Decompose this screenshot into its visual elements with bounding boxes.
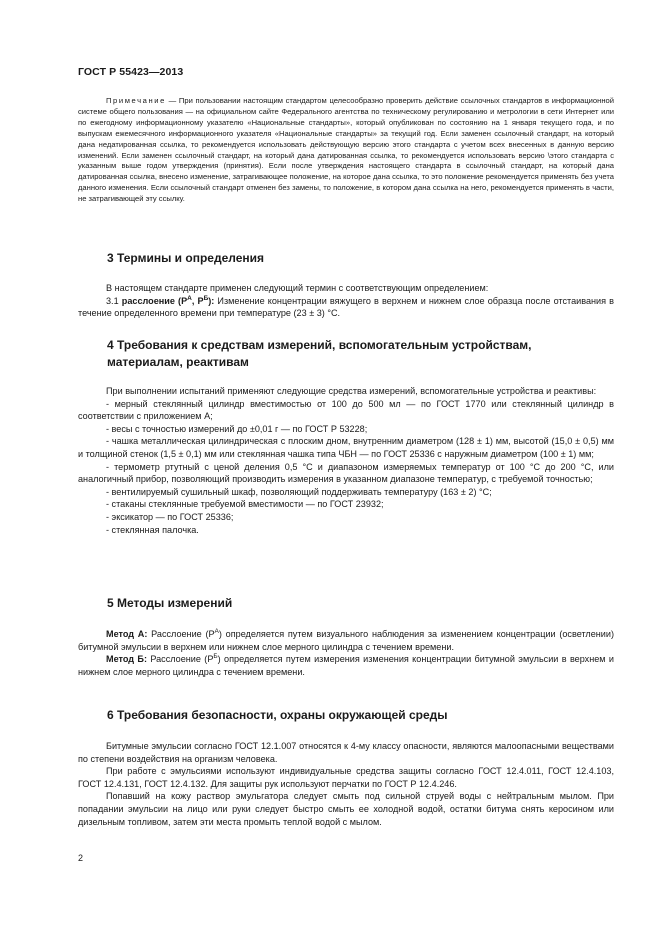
term-sup-b: Б [203,294,209,302]
method-a-sup: А [214,627,219,635]
list-item: - чашка металлическая цилиндрическая с плоским дном, внутренним диаметром (128 ± 1) мм, высотой (15,0 ± 0,5) мм и толщиной стенок (1,5 ± 0,1) мм или стеклянная чашка типа ЧБН — по ГОСТ 25336 с наружным диаметром (100 ± 1) мм; [78,436,614,459]
section-6-heading: 6 Требования безопасности, охраны окружающей среды [107,708,448,722]
section-6-paragraph: Битумные эмульсии согласно ГОСТ 12.1.007 относятся к 4-му классу опасности, являются малоопасными веществами по степени воздействия на организм человека. [78,741,614,764]
section-5-heading: 5 Методы измерений [107,596,233,610]
page-number: 2 [78,853,84,863]
section-4-body [78,385,614,536]
section-3-heading: 3 Термины и определения [107,251,265,265]
term-number: 3.1 [106,295,119,306]
method-a-paragraph: Метод А: Расслоение $(Р^А)$ определяется путем визуального наблюдения за изменением концентрации (осветлении) битумной эмульсии в верхнем или нижнем слое мерного цилиндра с течением времени. [78,627,614,652]
list-item: - термометр ртутный с ценой деления 0,5 °С и диапазоном измеряемых температур от 100 °С до 200 °С, или аналогичный прибор, позволяющий производить измерения в указанном диапазоне температур, с требуемой точностью; [78,461,614,485]
section-6-body [78,740,614,828]
section-3-intro: В настоящем стандарте применен следующий термин с соответствующим определением: [106,283,489,293]
list-item: - мерный стеклянный цилиндр вместимостью от 100 до 500 мл — по ГОСТ 1770 или стеклянный цилиндр в соответствии с приложением А; [78,398,614,422]
section-6-paragraph: Попавший на кожу раствор эмульгатора следует смыть под сильной струей воды с нейтральным мылом. При попадании эмульсии на лицо или руки следует быстро смыть ее холодной водой, остатки битума снять керосином или дизельным топливом, затем эти места промыть теплой водой с мылом. [78,791,614,827]
term-definition [78,295,614,320]
reference-note [78,96,614,205]
section-5-body [78,628,614,678]
section-6-paragraph: При работе с эмульсиями используют индивидуальные средства защиты согласно ГОСТ 12.4.011, ГОСТ 12.4.103, ГОСТ 12.4.131, ГОСТ 12.4.132. Для защиты рук используют перчатки по ГОСТ Р 12.4.246. [78,766,614,789]
term-sup-a: А [187,294,192,302]
list-item: - весы с точностью измерений до ±0,01 г — по ГОСТ Р 53228; [106,423,368,434]
method-a-label: Метод А: [106,629,148,639]
note-paragraph [78,96,614,205]
section-4-heading: 4 Требования к средствам измерений, вспомогательным устройствам, материалам, реактивам [107,338,532,369]
method-b-paragraph: Метод Б: Расслоение $(Р^Б)$ определяется путем измерения изменения концентрации битумной эмульсии в верхнем и нижнем слое мерного цилиндра с течением времени. [78,653,614,677]
term-name: расслоение ($Р^А$, $Р^Б$): [121,294,215,306]
note-label: Примечание [106,96,166,105]
section-3-body [78,282,614,320]
list-item: - вентилируемый сушильный шкаф, позволяющий поддерживать температуру (163 ± 2) °С; [106,486,492,497]
list-item: - эксикатор — по ГОСТ 25336; [106,511,234,522]
list-item: - стеклянная палочка. [106,524,199,535]
document-code-header: ГОСТ Р 55423—2013 [78,66,184,78]
note-text: — При пользовании настоящим стандартом целесообразно проверить действие ссылочных стандартов в информационной системе общего пользования — на официальном сайте Федерального агентства по техническому регулированию и метрологии в сети Интернет или по ежегодному информационному указателю «Национальные стандарты», который опубликован по состоянию на 1 января текущего года, и по выпускам ежемесячного информационного указателя «Национальные стандарты» за текущий год. Если заменен ссылочный стандарт, на который дана недатированная ссылка, то рекомендуется использовать действующую версию этого стандарта с учетом всех внесенных в данную версию изменений. Если заменен ссылочный стандарт, на который дана датированная ссылка, то рекомендуется использовать версию \этого стандарта с указанным выше годом утверждения (принятия). Если после утверждения настоящего стандарта в ссылочный стандарт, на который дана датированная ссылка, внесено изменение, затрагивающее положение, на которое дана ссылка, то это положение рекомендуется применять без учета данного изменения. Если ссылочный стандарт отменен без замены, то положение, в котором дана ссылка на него, рекомендуется применять в части, не затрагивающей эту ссылку. [78,96,614,204]
method-b-label: Метод Б: [106,654,147,665]
term-def-text: Изменение концентрации вяжущего в верхнем и нижнем слое образца после отстаивания в течение определенного времени при температуре (23 ± 3) °С. [78,295,614,319]
list-item: - стаканы стеклянные требуемой вместимости — по ГОСТ 23932; [106,499,384,510]
method-b-sup: Б [213,653,218,661]
section-4-intro: При выполнении испытаний применяют следующие средства измерений, вспомогательные устройства и реактивы: [106,386,597,396]
